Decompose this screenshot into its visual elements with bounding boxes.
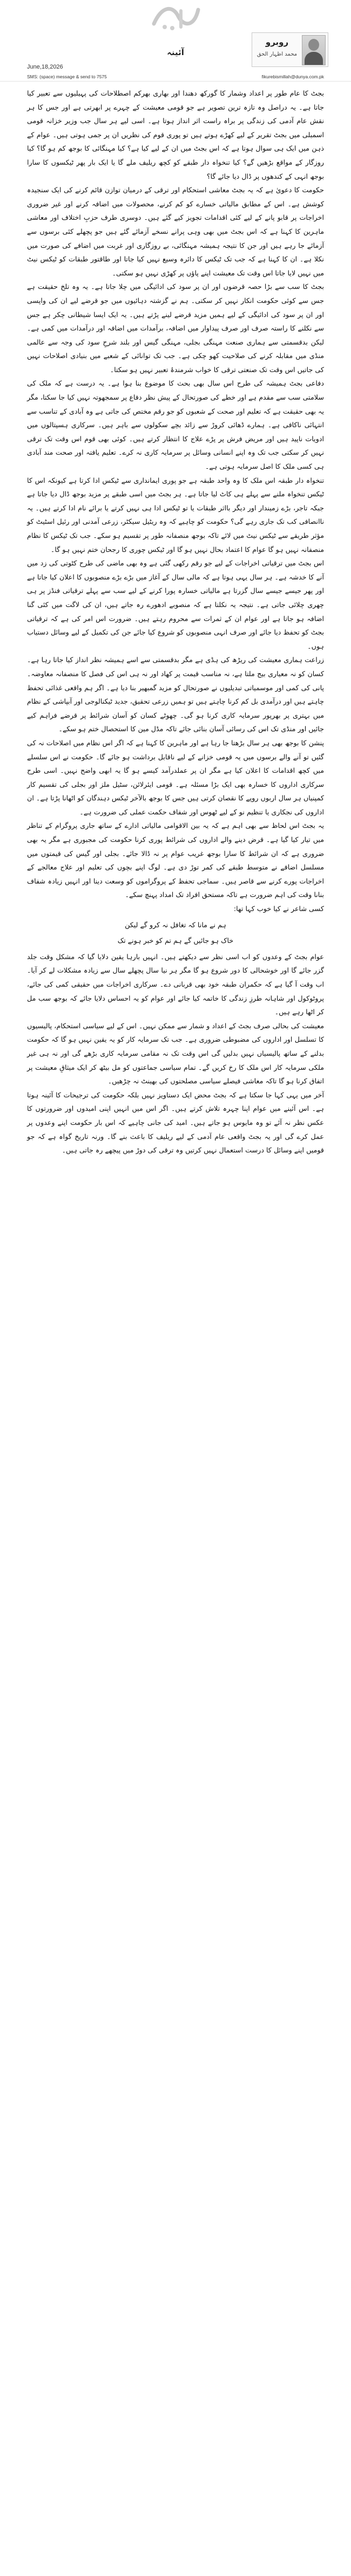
article-paragraph: آخر میں یہی کہا جا سکتا ہے کہ بجٹ محض ایک دستاویز نہیں بلکہ حکومت کی ترجیحات کا آئینہ ہوتا ہے۔ اس آئینے میں عوام اپنا چہرہ تلاش کرتے ہیں۔ اگر اس میں انہیں اپنی امیدوں اور ضرورتوں کا عکس نظر نہ آئے تو وہ مایوس ہو جاتے ہیں۔ امید کی جانی چاہیے کہ اس بار حکومت اپنے وعدوں پر عمل کرے گی اور یہ بجٹ واقعی عام آدمی کے لیے ریلیف کا باعث بنے گا۔ ورنہ تاریخ گواہ ہے کہ جو قومیں اپنے وسائل کا درست استعمال نہیں کرتیں وہ ترقی کی دوڑ میں پیچھے رہ جاتی ہیں۔	[27, 1090, 324, 1155]
article-paragraph: دفاعی بجٹ ہمیشہ کی طرح اس سال بھی بحث کا موضوع بنا ہوا ہے۔ یہ درست ہے کہ ملک کی سلامتی سب سے مقدم ہے اور خطے کی صورتحال کے پیش نظر دفاع پر سمجھوتہ نہیں کیا جا سکتا، مگر یہ بھی حقیقت ہے کہ تعلیم اور صحت کے شعبوں کو جو رقم مختص کی جاتی ہے وہ آبادی کے تناسب سے انتہائی ناکافی ہے۔ ہمارے ڈھائی کروڑ سے زائد بچے سکولوں سے باہر ہیں۔ سرکاری ہسپتالوں میں ادویات ناپید ہیں اور مریض فرش پر پڑے علاج کا انتظار کرتے ہیں۔ کوئی بھی قوم اس وقت تک ترقی نہیں کر سکتی جب تک وہ اپنے انسانی وسائل پر سرمایہ کاری نہ کرے۔ تعلیم یافتہ اور صحت مند آبادی ہی کسی ملک کا اصل سرمایہ ہوتی ہے۔	[27, 379, 324, 471]
verse-line: ہم نے مانا کہ تغافل نہ کرو گے لیکن	[125, 920, 226, 929]
sms-instructions: SMS: (space) message & send to 7575	[27, 74, 107, 79]
article-paragraph: بجٹ کا عام طور پر اعداد وشمار کا گورکھ دھندا اور بھاری بھرکم اصطلاحات کی پہیلیوں سے تعبیر کیا جاتا ہے۔ یہ دراصل وہ تازہ ترین تصویر ہے جو قومی معیشت کے چہرے پر ابھرتی ہے اور جس کا ہر نقش عام آدمی کی زندگی پر براہ راست اثر انداز ہوتا ہے۔ اسی لیے ہر سال جب وزیر خزانہ قومی اسمبلی میں بجٹ تقریر کے لیے کھڑے ہوتے ہیں تو پوری قوم کی نظریں ان پر جمی ہوتی ہیں۔ عوام کے ذہن میں ایک ہی سوال ہوتا ہے کہ اس بجٹ میں ان کے لیے کیا ہے؟ کیا مہنگائی کا بوجھ کم ہو گا؟ کیا روزگار کے مواقع بڑھیں گے؟ کیا تنخواہ دار طبقے کو کچھ ریلیف ملے گا یا ایک بار پھر ٹیکسوں کا سارا بوجھ انہی کے کندھوں پر ڈال دیا جائے گا؟	[27, 89, 324, 180]
contact-email[interactable]: fikurebismillah@dunya.com.pk	[261, 74, 324, 79]
verse-line: خاک ہو جائیں گے ہم تم کو خبر ہونے تک	[117, 936, 234, 945]
dunya-logo-icon	[148, 0, 202, 35]
publish-date: June,18,2026	[27, 64, 63, 70]
section-title: آئینہ	[167, 48, 184, 57]
article-paragraph: حکومت کا دعویٰ ہے کہ یہ بجٹ معاشی استحکام اور ترقی کے درمیان توازن قائم کرنے کی ایک سنجیدہ کوشش ہے۔ اس کے مطابق مالیاتی خسارے کو کم کرنے، محصولات میں اضافہ کرنے اور غیر ضروری اخراجات پر قابو پانے کے لیے کئی اقدامات تجویز کیے گئے ہیں۔ دوسری طرف حزبِ اختلاف اور معاشی ماہرین کا کہنا ہے کہ اس بجٹ میں بھی وہی پرانے نسخے آزمائے گئے ہیں جو پچھلے کئی برسوں سے آزمائے جا رہے ہیں اور جن کا نتیجہ ہمیشہ مہنگائی، بے روزگاری اور غربت میں اضافے کی صورت میں نکلا ہے۔ ان کا کہنا ہے کہ جب تک ٹیکس کا دائرہ وسیع نہیں کیا جاتا اور طاقتور طبقات کو ٹیکس نیٹ میں نہیں لایا جاتا اس وقت تک معیشت اپنے پاؤں پر کھڑی نہیں ہو سکتی۔	[27, 186, 324, 277]
article-paragraph: معیشت کی بحالی صرف بجٹ کے اعداد و شمار سے ممکن نہیں۔ اس کے لیے سیاسی استحکام، پالیسیوں کا تسلسل اور اداروں کی مضبوطی ضروری ہے۔ جب تک سرمایہ کار کو یہ یقین نہیں ہو گا کہ حکومت بدلنے کے ساتھ پالیسیاں نہیں بدلیں گی اس وقت تک نہ مقامی سرمایہ کاری بڑھے گی اور نہ ہی غیر ملکی سرمایہ کار اس ملک کا رخ کریں گے۔ تمام سیاسی جماعتوں کو مل بیٹھ کر ایک میثاقِ معیشت پر اتفاق کرنا ہو گا تاکہ معاشی فیصلے سیاسی مصلحتوں کی بھینٹ نہ چڑھیں۔	[27, 1021, 324, 1085]
article-paragraph: اس بجٹ میں ترقیاتی اخراجات کے لیے جو رقم رکھی گئی ہے وہ بھی ماضی کی طرح کٹوتی کی زد میں آنے کا خدشہ ہے۔ ہر سال یہی ہوتا ہے کہ مالی سال کے آغاز میں بڑے بڑے منصوبوں کا اعلان کیا جاتا ہے اور پھر جیسے جیسے سال گزرتا ہے مالیاتی خسارہ پورا کرنے کے لیے سب سے پہلے ترقیاتی فنڈز پر ہی چھری چلائی جاتی ہے۔ نتیجہ یہ نکلتا ہے کہ منصوبے ادھورے رہ جاتے ہیں، ان کی لاگت میں کئی گنا اضافہ ہو جاتا ہے اور عوام ان کے ثمرات سے محروم رہتے ہیں۔ ضرورت اس امر کی ہے کہ ترقیاتی بجٹ کو تحفظ دیا جائے اور صرف انہی منصوبوں کو شروع کیا جائے جن کی تکمیل کے لیے وسائل دستیاب ہوں۔	[27, 559, 324, 650]
article-paragraph: تنخواہ دار طبقہ اس ملک کا وہ واحد طبقہ ہے جو پوری ایمانداری سے ٹیکس ادا کرتا ہے کیونکہ اس کا ٹیکس تنخواہ ملنے سے پہلے ہی کاٹ لیا جاتا ہے۔ ہر بجٹ میں اسی طبقے پر مزید بوجھ ڈال دیا جاتا ہے جبکہ تاجر، بڑے زمیندار اور دیگر بااثر طبقات یا تو ٹیکس ادا ہی نہیں کرتے یا برائے نام ادا کرتے ہیں۔ یہ ناانصافی کب تک جاری رہے گی؟ حکومت کو چاہیے کہ وہ ریٹیل سیکٹر، زرعی آمدنی اور رئیل اسٹیٹ کو مؤثر طریقے سے ٹیکس نیٹ میں لائے تاکہ بوجھ منصفانہ طور پر تقسیم ہو سکے۔ جب تک ٹیکس کا نظام منصفانہ نہیں ہو گا عوام کا اعتماد بحال نہیں ہو گا اور ٹیکس چوری کا رجحان ختم نہیں ہو گا۔	[27, 476, 324, 554]
article-paragraph: زراعت ہماری معیشت کی ریڑھ کی ہڈی ہے مگر بدقسمتی سے اسے ہمیشہ نظر انداز کیا جاتا رہا ہے۔ کسان کو نہ معیاری بیج ملتا ہے، نہ مناسب قیمت پر کھاد اور نہ ہی اس کی فصل کا منصفانہ معاوضہ۔ پانی کی کمی اور موسمیاتی تبدیلیوں نے صورتحال کو مزید گمبھیر بنا دیا ہے۔ اگر ہم واقعی غذائی تحفظ چاہتے ہیں اور درآمدی بل کم کرنا چاہتے ہیں تو ہمیں زرعی تحقیق، جدید ٹیکنالوجی اور آبپاشی کے نظام میں بہتری پر بھرپور سرمایہ کاری کرنا ہو گی۔ چھوٹے کسان کو آسان شرائط پر قرضے فراہم کیے جائیں اور منڈی تک اس کی رسائی آسان بنائی جائے تاکہ مڈل مین کا استحصال ختم ہو سکے۔	[27, 656, 324, 733]
article-paragraph: عوام بجٹ کے وعدوں کو اب اسی نظر سے دیکھتے ہیں۔ انہیں بارہا یقین دلایا گیا کہ مشکل وقت جلد گزر جائے گا اور خوشحالی کا دور شروع ہو گا مگر ہر نیا سال پچھلے سال سے زیادہ مشکلات لے کر آیا۔ اب وقت آ گیا ہے کہ حکمران طبقہ خود بھی قربانی دے۔ سرکاری اخراجات میں حقیقی کمی کی جائے، پروٹوکول اور شاہانہ طرزِ زندگی کا خاتمہ کیا جائے اور عوام کو یہ احساس دلایا جائے کہ بوجھ سب مل کر اٹھا رہے ہیں۔	[27, 952, 324, 1016]
article-body	[27, 86, 324, 1157]
contact-bar	[27, 73, 324, 80]
column-name: روبرو	[265, 37, 289, 47]
column-header-box	[252, 32, 328, 67]
article-paragraph: بجٹ کا سب سے بڑا حصہ قرضوں اور ان پر سود کی ادائیگی میں چلا جاتا ہے۔ یہ وہ تلخ حقیقت ہے جس سے کوئی حکومت انکار نہیں کر سکتی۔ ہم نے گزشتہ دہائیوں میں جو قرضے لیے ان کی واپسی اور ان پر سود کی ادائیگی کے لیے ہمیں مزید قرضے لینے پڑتے ہیں۔ یہ ایک ایسا شیطانی چکر ہے جس سے نکلنے کا راستہ صرف اور صرف پیداوار میں اضافہ، برآمدات میں اضافہ اور درآمدات میں کمی ہے۔ لیکن بدقسمتی سے ہماری صنعت مہنگی بجلی، مہنگی گیس اور بلند شرحِ سود کی وجہ سے عالمی منڈی میں مقابلہ کرنے کی صلاحیت کھو چکی ہے۔ جب تک توانائی کے شعبے میں بنیادی اصلاحات نہیں کی جاتیں اس وقت تک صنعتی ترقی کا خواب شرمندۂ تعبیر نہیں ہو سکتا۔	[27, 282, 324, 374]
columnist-photo	[302, 35, 326, 65]
article-paragraph: یہ بجٹ اس لحاظ سے بھی اہم ہے کہ یہ بین الاقوامی مالیاتی ادارے کے ساتھ جاری پروگرام کے تناظر میں تیار کیا گیا ہے۔ قرض دینے والے اداروں کی شرائط پوری کرنا حکومت کی مجبوری ہے مگر یہ بھی ضروری ہے کہ ان شرائط کا سارا بوجھ غریب عوام پر نہ ڈالا جائے۔ بجلی اور گیس کی قیمتوں میں مسلسل اضافے نے متوسط طبقے کی کمر توڑ دی ہے۔ لوگ اپنے بچوں کی تعلیم اور علاج معالجے کے اخراجات پورے کرنے سے قاصر ہیں۔ سماجی تحفظ کے پروگراموں کو وسعت دینا اور انہیں زیادہ شفاف بنانا وقت کی اہم ضرورت ہے تاکہ مستحق افراد تک امداد پہنچ سکے۔	[27, 821, 324, 899]
article-paragraph: پنشن کا بوجھ بھی ہر سال بڑھتا جا رہا ہے اور ماہرین کا کہنا ہے کہ اگر اس نظام میں اصلاحات نہ کی گئیں تو آنے والے برسوں میں یہ قومی خزانے کے لیے ناقابل برداشت ہو جائے گا۔ حکومت نے اس سلسلے میں کچھ اقدامات کا اعلان کیا ہے مگر ان پر عملدرآمد کیسے ہو گا یہ ابھی واضح نہیں۔ اسی طرح سرکاری اداروں کا خسارہ بھی ایک بڑا مسئلہ ہے۔ قومی ایئرلائن، سٹیل ملز اور بجلی کی تقسیم کار کمپنیاں ہر سال اربوں روپے کا نقصان کرتی ہیں جس کا بوجھ بالآخر ٹیکس دہندگان کو اٹھانا پڑتا ہے۔ ان اداروں کی نجکاری یا تنظیم نو کے لیے ٹھوس اور شفاف حکمت عملی کی ضرورت ہے۔	[27, 738, 324, 816]
masthead	[0, 0, 351, 82]
article-paragraph: کسی شاعر نے کیا خوب کہا تھا:	[233, 905, 324, 913]
columnist-byline: محمد اظہار الحق	[256, 51, 298, 57]
